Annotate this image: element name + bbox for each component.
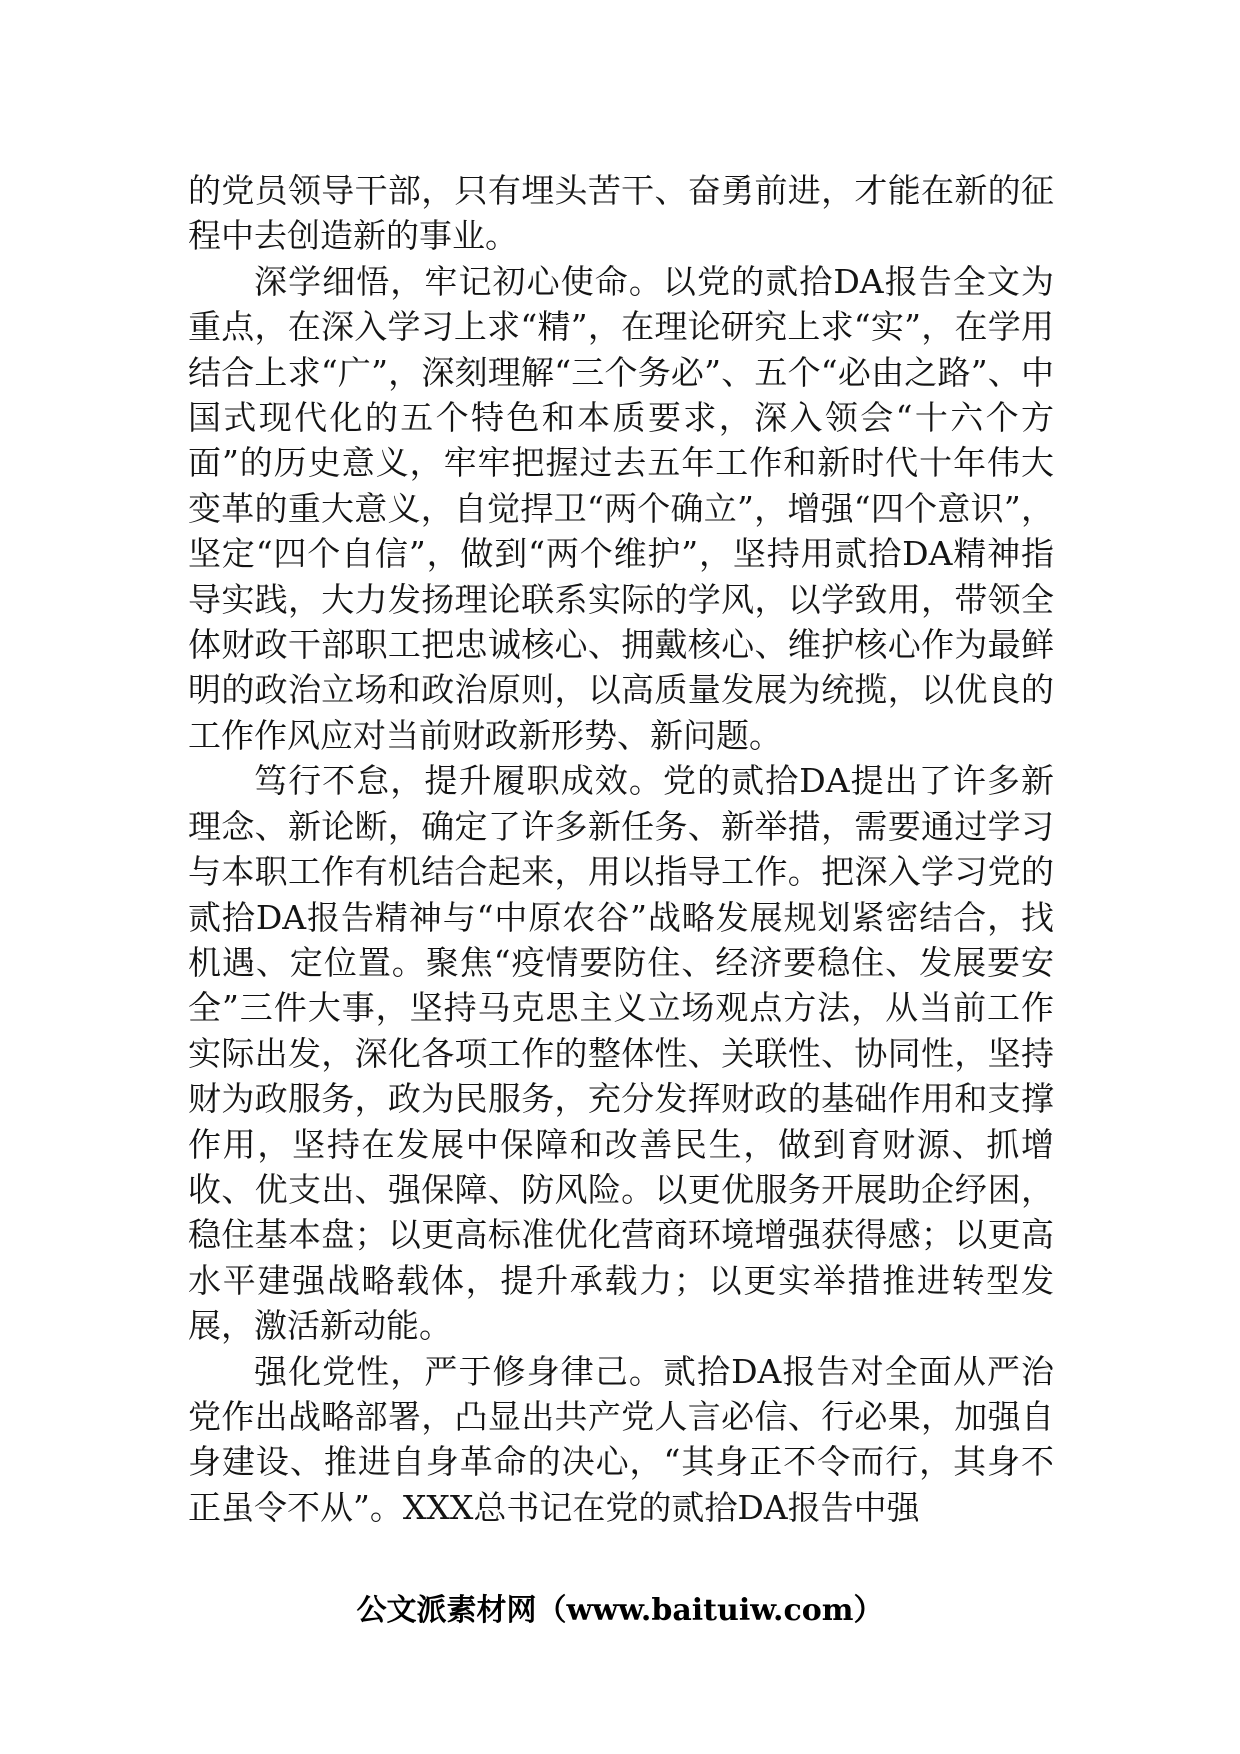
paragraph-3: 笃行不怠，提升履职成效。党的贰拾DA提出了许多新理念、新论断，确定了许多新任务、新举措，需要通过学习与本职工作有机结合起来，用以指导工作。把深入学习党的贰拾DA报告精神与“中原农谷”战略发展规划紧密结合，找机遇、定位置。聚焦“疫情要防住、经济要稳住、发展要安全”三件大事，坚持马克思主义立场观点方法，从当前工作实际出发，深化各项工作的整体性、关联性、协同性，坚持财为政服务，政为民服务，充分发挥财政的基础作用和支撑作用，坚持在发展中保障和改善民生，做到育财源、抓增收、优支出、强保障、防风险。以更优服务开展助企纾困，稳住基本盘；以更高标准优化营商环境增强获得感；以更高水平建强战略载体，提升承载力；以更实举措推进转型发展，激活新动能。 [188,761,1054,1346]
paragraph-4: 强化党性，严于修身律己。贰拾DA报告对全面从严治党作出战略部署，凸显出共产党人言必信、行必果，加强自身建设、推进自身革命的决心，“其身正不令而行，其身不正虽令不从”。XXX总书记在党的贰拾DA报告中强 [188,1351,1054,1527]
paragraph-1: 的党员领导干部，只有埋头苦干、奋勇前进，才能在新的征程中去创造新的事业。 [188,171,1054,256]
document-body [188,168,1054,1530]
footer-watermark: 公文派素材网（www.baituiw.com） [356,1593,884,1628]
paragraph-2: 深学细悟，牢记初心使命。以党的贰拾DA报告全文为重点，在深入学习上求“精”，在理论研究上求“实”，在学用结合上求“广”，深刻理解“三个务必”、五个“必由之路”、中国式现代化的五个特色和本质要求，深入领会“十六个方面”的历史意义，牢牢把握过去五年工作和新时代十年伟大变革的重大意义，自觉捍卫“两个确立”，增强“四个意识”，坚定“四个自信”，做到“两个维护”，坚持用贰拾DA精神指导实践，大力发扬理论联系实际的学风，以学致用，带领全体财政干部职工把忠诚核心、拥戴核心、维护核心作为最鲜明的政治立场和政治原则，以高质量发展为统揽，以优良的工作作风应对当前财政新形势、新问题。 [188,261,1054,755]
